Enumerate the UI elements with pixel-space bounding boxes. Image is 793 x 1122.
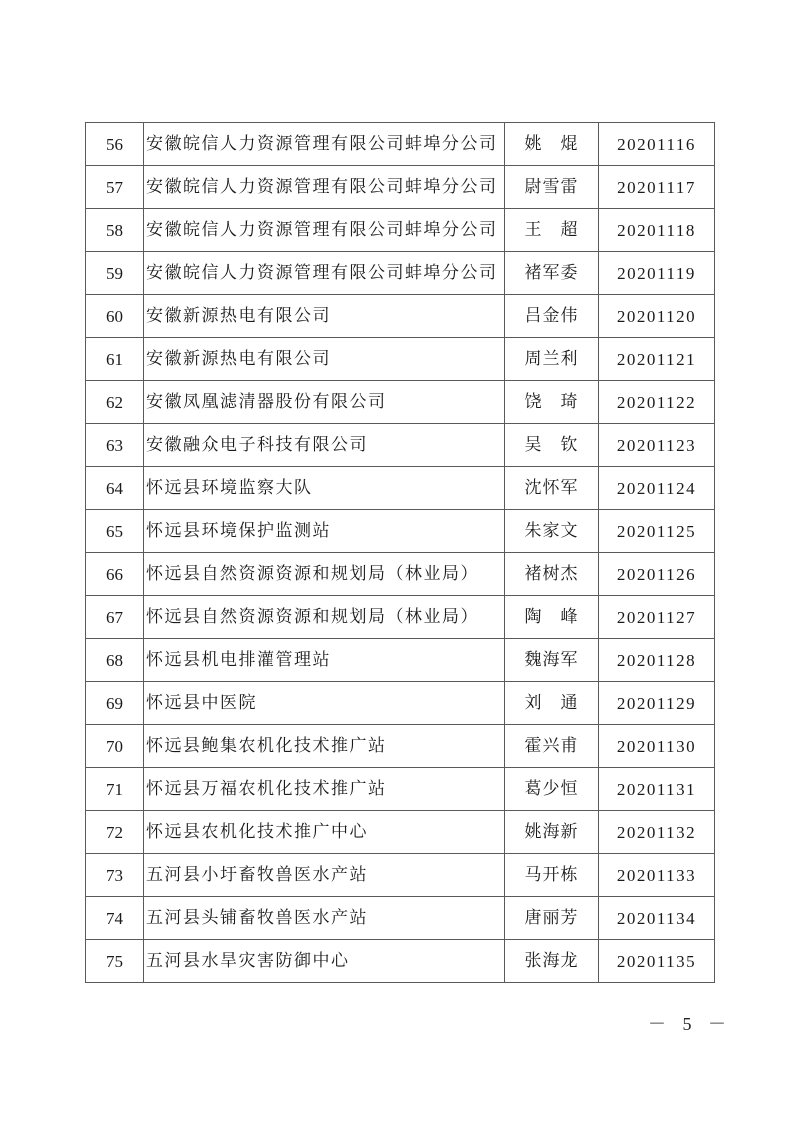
table-row <box>86 209 715 252</box>
organization-cell <box>144 682 505 725</box>
row-number-cell: 75 <box>86 940 144 983</box>
organization-text: 安徽皖信人力资源管理有限公司蚌埠分公司 <box>146 263 498 283</box>
organization-text: 怀远县中医院 <box>146 693 257 713</box>
row-number-cell: 71 <box>86 768 144 811</box>
organization-cell <box>144 553 505 596</box>
organization-text: 安徽凤凰滤清器股份有限公司 <box>146 392 387 412</box>
organization-text: 安徽新源热电有限公司 <box>146 349 331 369</box>
table-row <box>86 940 715 983</box>
person-name-cell: 唐丽芳 <box>505 897 599 940</box>
row-number-cell: 70 <box>86 725 144 768</box>
person-name-cell: 周兰利 <box>505 338 599 381</box>
organization-cell <box>144 424 505 467</box>
certificate-number-cell: 20201121 <box>599 338 715 381</box>
organization-text: 五河县水旱灾害防御中心 <box>146 951 350 971</box>
certificate-number-cell: 20201127 <box>599 596 715 639</box>
organization-cell <box>144 940 505 983</box>
organization-cell <box>144 768 505 811</box>
organization-cell <box>144 467 505 510</box>
roster-table <box>85 122 715 983</box>
row-number-cell: 60 <box>86 295 144 338</box>
organization-cell <box>144 596 505 639</box>
person-name-cell: 姚 焜 <box>505 123 599 166</box>
organization-cell <box>144 854 505 897</box>
table-row <box>86 381 715 424</box>
row-number-cell: 72 <box>86 811 144 854</box>
person-name-cell: 尉雪雷 <box>505 166 599 209</box>
certificate-number-cell: 20201123 <box>599 424 715 467</box>
organization-cell <box>144 725 505 768</box>
person-name-cell: 魏海军 <box>505 639 599 682</box>
table-row <box>86 467 715 510</box>
table-body <box>86 123 715 983</box>
page-number: － 5 － <box>648 1014 732 1034</box>
organization-cell <box>144 639 505 682</box>
certificate-number-cell: 20201124 <box>599 467 715 510</box>
organization-cell <box>144 510 505 553</box>
organization-cell <box>144 338 505 381</box>
table-row <box>86 897 715 940</box>
organization-text: 安徽新源热电有限公司 <box>146 306 331 326</box>
person-name-cell: 马开栋 <box>505 854 599 897</box>
certificate-number-cell: 20201116 <box>599 123 715 166</box>
organization-text: 五河县小圩畜牧兽医水产站 <box>146 865 368 885</box>
table-row <box>86 295 715 338</box>
certificate-number-cell: 20201131 <box>599 768 715 811</box>
organization-text: 安徽皖信人力资源管理有限公司蚌埠分公司 <box>146 134 498 154</box>
row-number-cell: 73 <box>86 854 144 897</box>
organization-cell <box>144 166 505 209</box>
person-name-cell: 陶 峰 <box>505 596 599 639</box>
table-row <box>86 553 715 596</box>
row-number-cell: 65 <box>86 510 144 553</box>
organization-text: 怀远县自然资源资源和规划局（林业局） <box>146 564 479 584</box>
certificate-number-cell: 20201125 <box>599 510 715 553</box>
row-number-cell: 56 <box>86 123 144 166</box>
certificate-number-cell: 20201132 <box>599 811 715 854</box>
organization-cell <box>144 209 505 252</box>
certificate-number-cell: 20201133 <box>599 854 715 897</box>
organization-text: 怀远县自然资源资源和规划局（林业局） <box>146 607 479 627</box>
organization-text: 安徽皖信人力资源管理有限公司蚌埠分公司 <box>146 177 498 197</box>
organization-text: 怀远县鲍集农机化技术推广站 <box>146 736 387 756</box>
organization-cell <box>144 381 505 424</box>
certificate-number-cell: 20201129 <box>599 682 715 725</box>
organization-text: 怀远县万福农机化技术推广站 <box>146 779 387 799</box>
row-number-cell: 67 <box>86 596 144 639</box>
row-number-cell: 61 <box>86 338 144 381</box>
row-number-cell: 63 <box>86 424 144 467</box>
row-number-cell: 58 <box>86 209 144 252</box>
certificate-number-cell: 20201120 <box>599 295 715 338</box>
table-row <box>86 725 715 768</box>
certificate-number-cell: 20201130 <box>599 725 715 768</box>
row-number-cell: 69 <box>86 682 144 725</box>
row-number-cell: 66 <box>86 553 144 596</box>
person-name-cell: 沈怀军 <box>505 467 599 510</box>
table-row <box>86 123 715 166</box>
certificate-number-cell: 20201135 <box>599 940 715 983</box>
organization-cell <box>144 811 505 854</box>
organization-cell <box>144 123 505 166</box>
table-row <box>86 682 715 725</box>
person-name-cell: 刘 通 <box>505 682 599 725</box>
person-name-cell: 饶 琦 <box>505 381 599 424</box>
row-number-cell: 68 <box>86 639 144 682</box>
certificate-number-cell: 20201134 <box>599 897 715 940</box>
certificate-number-cell: 20201126 <box>599 553 715 596</box>
person-name-cell: 霍兴甫 <box>505 725 599 768</box>
row-number-cell: 74 <box>86 897 144 940</box>
person-name-cell: 葛少恒 <box>505 768 599 811</box>
table-row <box>86 596 715 639</box>
organization-text: 怀远县机电排灌管理站 <box>146 650 331 670</box>
person-name-cell: 朱家文 <box>505 510 599 553</box>
row-number-cell: 62 <box>86 381 144 424</box>
certificate-number-cell: 20201122 <box>599 381 715 424</box>
certificate-number-cell: 20201118 <box>599 209 715 252</box>
table-row <box>86 424 715 467</box>
row-number-cell: 64 <box>86 467 144 510</box>
person-name-cell: 褚树杰 <box>505 553 599 596</box>
table-row <box>86 166 715 209</box>
organization-text: 安徽融众电子科技有限公司 <box>146 435 368 455</box>
row-number-cell: 57 <box>86 166 144 209</box>
person-name-cell: 王 超 <box>505 209 599 252</box>
person-name-cell: 褚军委 <box>505 252 599 295</box>
organization-text: 怀远县环境保护监测站 <box>146 521 331 541</box>
table-row <box>86 811 715 854</box>
organization-cell <box>144 897 505 940</box>
table-row <box>86 639 715 682</box>
person-name-cell: 吴 钦 <box>505 424 599 467</box>
table-row <box>86 252 715 295</box>
organization-text: 怀远县农机化技术推广中心 <box>146 822 368 842</box>
person-name-cell: 张海龙 <box>505 940 599 983</box>
organization-cell <box>144 295 505 338</box>
organization-text: 安徽皖信人力资源管理有限公司蚌埠分公司 <box>146 220 498 240</box>
organization-text: 怀远县环境监察大队 <box>146 478 313 498</box>
organization-text: 五河县头铺畜牧兽医水产站 <box>146 908 368 928</box>
table-row <box>86 768 715 811</box>
row-number-cell: 59 <box>86 252 144 295</box>
person-name-cell: 姚海新 <box>505 811 599 854</box>
certificate-number-cell: 20201119 <box>599 252 715 295</box>
table-row <box>86 338 715 381</box>
table-row <box>86 854 715 897</box>
table-row <box>86 510 715 553</box>
organization-cell <box>144 252 505 295</box>
person-name-cell: 吕金伟 <box>505 295 599 338</box>
certificate-number-cell: 20201117 <box>599 166 715 209</box>
certificate-number-cell: 20201128 <box>599 639 715 682</box>
